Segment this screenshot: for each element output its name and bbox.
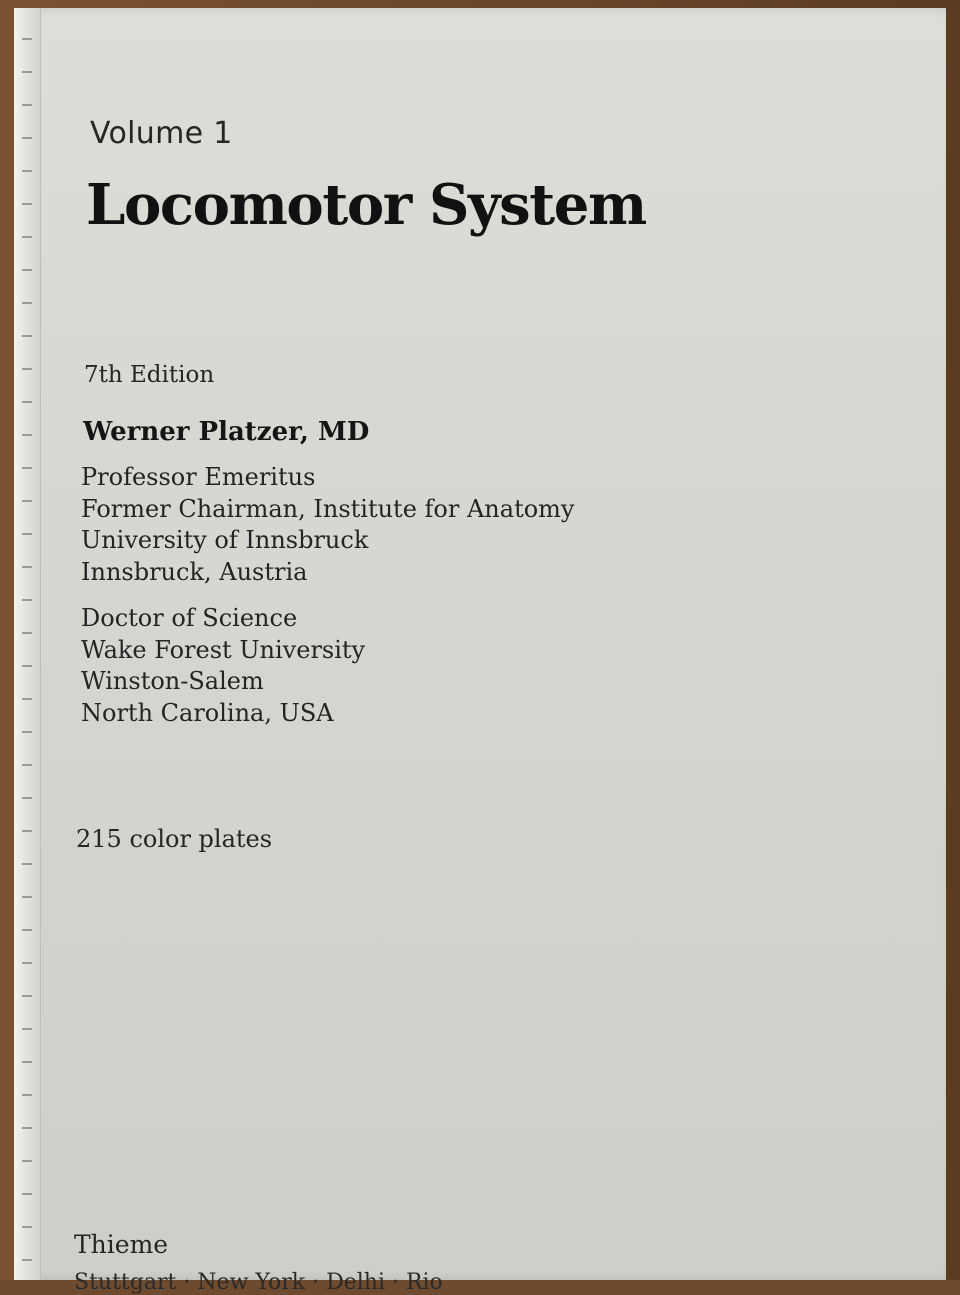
affiliation-wake-forest xyxy=(81,603,365,729)
binding-stitch xyxy=(22,896,32,898)
binding-stitch xyxy=(22,104,32,106)
volume-label: Volume 1 xyxy=(90,116,233,151)
edition-label: 7th Edition xyxy=(84,362,215,388)
color-plates-note: 215 color plates xyxy=(76,825,273,853)
binding-stitch xyxy=(22,863,32,865)
binding-stitch xyxy=(22,236,32,238)
binding-stitch xyxy=(22,401,32,403)
binding-stitch xyxy=(22,302,32,304)
binding-stitch xyxy=(22,962,32,964)
binding-stitch xyxy=(22,1094,32,1096)
binding-stitch xyxy=(22,1061,32,1063)
binding-stitch xyxy=(22,599,32,601)
binding-stitch xyxy=(22,533,32,535)
author-name: Werner Platzer, MD xyxy=(83,417,370,447)
affiliation-line: Wake Forest University xyxy=(81,635,366,664)
page-binding xyxy=(14,8,41,1280)
binding-stitch xyxy=(22,764,32,766)
binding-stitch xyxy=(22,665,32,667)
binding-stitch xyxy=(22,1028,32,1030)
binding-stitch xyxy=(22,1259,32,1261)
binding-stitch xyxy=(22,434,32,436)
book-title: Locomotor System xyxy=(86,172,646,238)
affiliation-line: Doctor of Science xyxy=(81,604,298,632)
affiliation-line: Professor Emeritus xyxy=(81,463,316,491)
binding-stitch xyxy=(22,500,32,502)
binding-stitch xyxy=(22,170,32,172)
binding-stitch xyxy=(22,335,32,337)
binding-stitch xyxy=(22,698,32,700)
binding-stitch xyxy=(22,137,32,139)
binding-stitch xyxy=(22,929,32,931)
binding-stitch xyxy=(22,203,32,205)
binding-stitch xyxy=(22,566,32,568)
binding-stitch xyxy=(22,830,32,832)
affiliation-line: North Carolina, USA xyxy=(81,698,334,727)
binding-stitch xyxy=(22,1226,32,1228)
binding-stitch xyxy=(22,71,32,73)
binding-stitch xyxy=(22,1127,32,1129)
binding-stitch xyxy=(22,731,32,733)
binding-stitch xyxy=(22,269,32,271)
publisher-name: Thieme xyxy=(74,1230,169,1259)
binding-stitch xyxy=(22,1193,32,1195)
binding-stitch xyxy=(22,467,32,469)
binding-stitch xyxy=(22,995,32,997)
affiliation-line: Former Chairman, Institute for Anatomy xyxy=(81,494,575,523)
binding-stitch xyxy=(22,1160,32,1162)
book-page xyxy=(14,8,946,1295)
affiliation-line: Innsbruck, Austria xyxy=(81,557,308,586)
affiliation-line: Winston-Salem xyxy=(81,667,264,695)
binding-stitch xyxy=(22,632,32,634)
publisher-cities: Stuttgart · New York · Delhi · Rio xyxy=(74,1270,443,1295)
binding-stitch xyxy=(22,38,32,40)
binding-stitch xyxy=(22,797,32,799)
affiliation-innsbruck xyxy=(81,462,574,588)
affiliation-line: University of Innsbruck xyxy=(81,526,369,554)
binding-stitch xyxy=(22,368,32,370)
